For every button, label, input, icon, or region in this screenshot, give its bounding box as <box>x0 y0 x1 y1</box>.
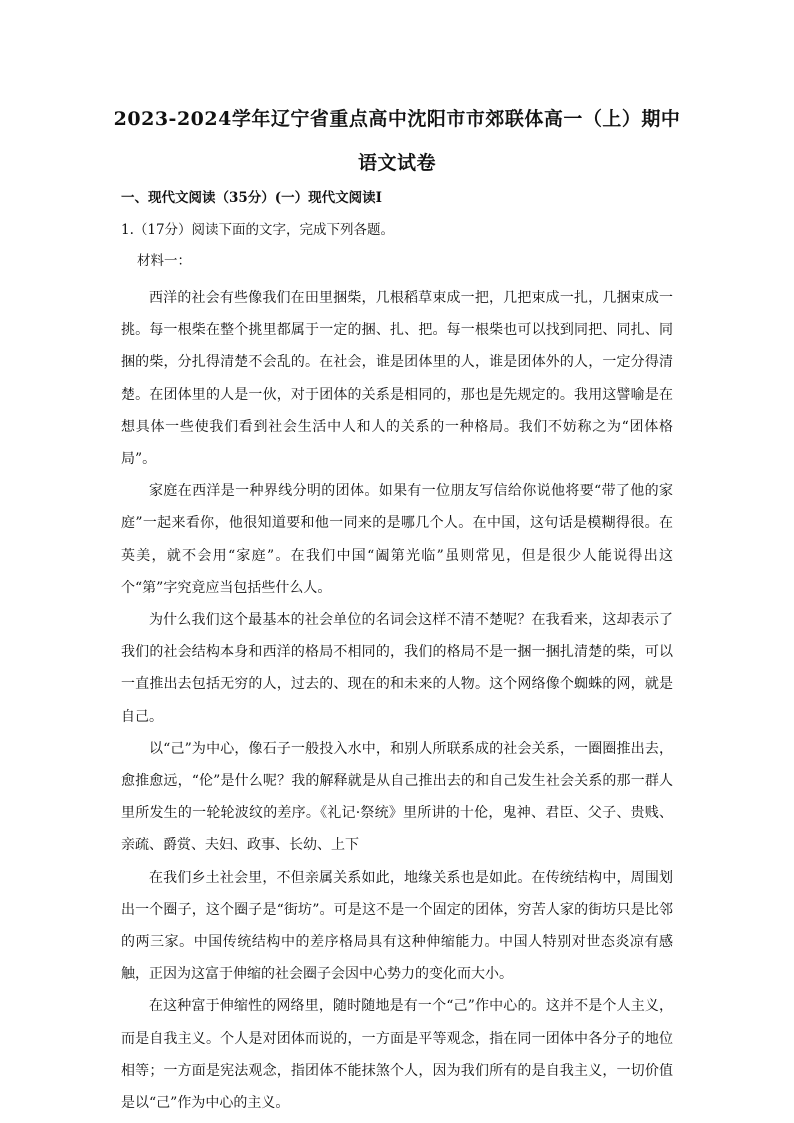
paragraph: 家庭在西洋是一种界线分明的团体。如果有一位朋友写信给你说他将要“带了他的家庭”一起来看你，他很知道要和他一同来的是哪几个人。在中国，这句话是模糊得很。在英美，就不会用“家庭”。在我们中国“阖第光临”虽则常见，但是很少人能说得出这个“第”字究竟应当包括些什么人。 <box>121 483 673 596</box>
exam-title: 2023-2024学年辽宁省重点高中沈阳市市郊联体高一（上）期中 <box>113 108 681 130</box>
paragraph: 以“己”为中心，像石子一般投入水中，和别人所联系成的社会关系，一圈圈推出去，愈推愈远，“伦”是什么呢？我的解释就是从自己推出去的和自己发生社会关系的那一群人里所发生的一轮轮波纹的差序。《礼记·祭统》里所讲的十伦，鬼神、君臣、父子、贵贱、亲疏、爵赏、夫妇、政事、长幼、上下 <box>121 740 673 854</box>
section-heading: 一、现代文阅读（35分）(一）现代文阅读Ⅰ <box>121 190 382 206</box>
exam-subtitle: 语文试卷 <box>357 152 436 174</box>
reading-passage <box>121 282 673 1119</box>
paragraph: 为什么我们这个最基本的社会单位的名词会这样不清不楚呢？在我看来，这却表示了我们的社会结构本身和西洋的格局不相同的，我们的格局不是一捆一捆扎清楚的柴，可以一直推出去包括无穷的人，过去的、现在的和未来的人物。这个网络像个蜘蛛的网，就是自己。 <box>121 612 673 725</box>
paragraph: 西洋的社会有些像我们在田里捆柴，几根稻草束成一把，几把束成一扎，几捆束成一挑。每一根柴在整个挑里都属于一定的捆、扎、把。每一根柴也可以找到同把、同扎、同捆的柴，分扎得清楚不会乱的。在社会，谁是团体里的人，谁是团体外的人，一定分得清楚。在团体里的人是一伙，对于团体的关系是相同的，那也是先规定的。我用这譬喻是在想具体一些使我们看到社会生活中人和人的关系的一种格局。我们不妨称之为“团体格局”。 <box>121 290 673 468</box>
question-line: 1.（17分）阅读下面的文字，完成下列各题。 <box>121 222 395 238</box>
paragraph: 在我们乡土社会里，不但亲属关系如此，地缘关系也是如此。在传统结构中，周围划出一个圈子，这个圈子是“街坊”。可是这不是一个固定的团体，穷苦人家的街坊只是比邻的两三家。中国传统结构中的差序格局具有这种伸缩能力。中国人特别对世态炎凉有感触，正因为这富于伸缩的社会圈子会因中心势力的变化而大小。 <box>121 869 673 983</box>
material-label: 材料一： <box>137 253 191 269</box>
paragraph: 在这种富于伸缩性的网络里，随时随地是有一个“己”作中心的。这并不是个人主义，而是自我主义。个人是对团体而说的，一方面是平等观念，指在同一团体中各分子的地位相等；一方面是宪法观念，指团体不能抹煞个人，因为我们所有的是自我主义，一切价值是以“己”作为中心的主义。 <box>121 998 673 1112</box>
